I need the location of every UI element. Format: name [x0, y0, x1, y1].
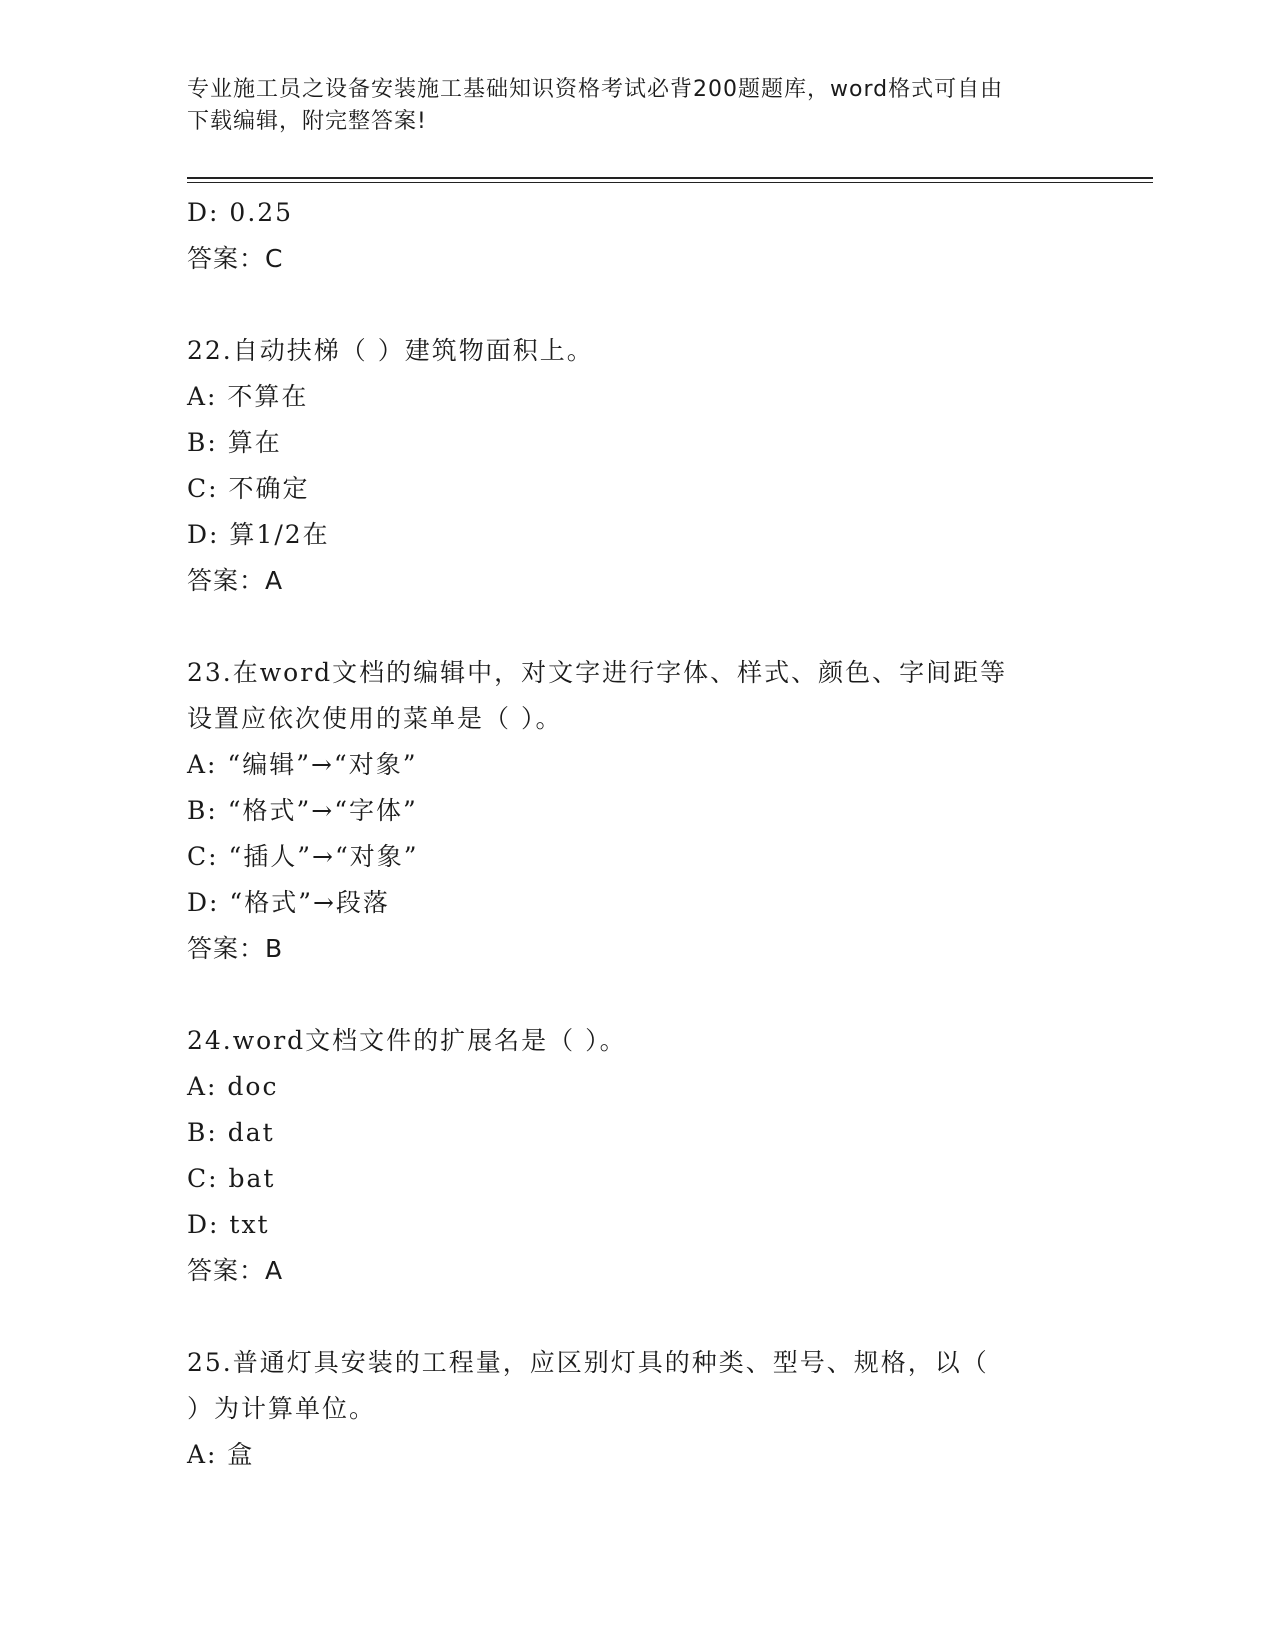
- question-text: 25.普通灯具安装的工程量，应区别灯具的种类、型号、规格，以（: [187, 1348, 989, 1377]
- question-text-continued: 设置应依次使用的菜单是（ ）。: [187, 704, 563, 733]
- spacer: [187, 604, 1087, 650]
- answer-line: 答案：C: [187, 244, 284, 273]
- question-23: [187, 650, 1087, 972]
- question-25: [187, 1340, 1087, 1478]
- option-b: B: “格式”→“字体”: [187, 796, 418, 825]
- option-b: B: 算在: [187, 428, 282, 457]
- option-c: C: “插人”→“对象”: [187, 842, 419, 871]
- option-d: D: “格式”→段落: [187, 888, 390, 917]
- answer-line: 答案：A: [187, 566, 284, 595]
- option-a: A: doc: [187, 1072, 279, 1101]
- question-22: [187, 328, 1087, 604]
- question-text: 23.在word文档的编辑中，对文字进行字体、样式、颜色、字间距等: [187, 658, 1008, 687]
- option-a: A: 不算在: [187, 382, 309, 411]
- option-d: D: 算1/2在: [187, 520, 330, 549]
- option-b: B: dat: [187, 1118, 275, 1147]
- spacer: [187, 972, 1087, 1018]
- document-header: [187, 74, 1067, 138]
- previous-question-tail: [187, 190, 1087, 282]
- option-c: C: bat: [187, 1164, 276, 1193]
- header-title-line-2: 下载编辑，附完整答案!: [187, 109, 427, 134]
- header-title-line-1: 专业施工员之设备安装施工基础知识资格考试必背200题题库，word格式可自由: [187, 77, 1004, 102]
- question-text: 22.自动扶梯（ ）建筑物面积上。: [187, 336, 594, 365]
- option-d: D: txt: [187, 1210, 270, 1239]
- header-divider-thick: [187, 177, 1153, 179]
- option-d: D: 0.25: [187, 198, 294, 227]
- question-24: [187, 1018, 1087, 1294]
- question-list: [187, 190, 1087, 1478]
- answer-line: 答案：A: [187, 1256, 284, 1285]
- header-divider-thin: [187, 182, 1153, 183]
- question-text-continued: ）为计算单位。: [187, 1394, 377, 1423]
- option-a: A: 盒: [187, 1440, 255, 1469]
- spacer: [187, 282, 1087, 328]
- answer-line: 答案：B: [187, 934, 284, 963]
- question-text: 24.word文档文件的扩展名是（ ）。: [187, 1026, 627, 1055]
- option-a: A: “编辑”→“对象”: [187, 750, 418, 779]
- option-c: C: 不确定: [187, 474, 310, 503]
- spacer: [187, 1294, 1087, 1340]
